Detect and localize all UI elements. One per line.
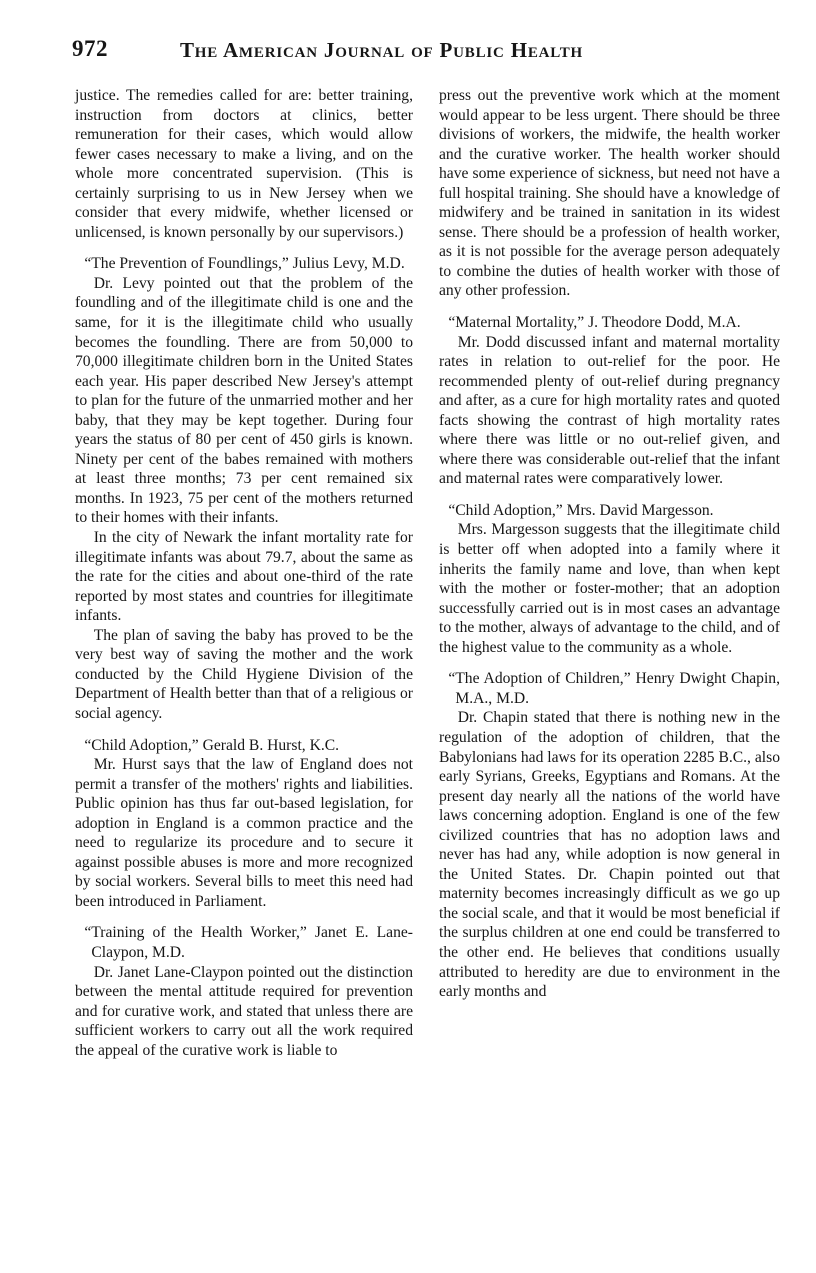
section-heading: “The Prevention of Foundlings,” Julius Levy, M.D. xyxy=(84,255,405,273)
paragraph: Mr. Dodd discussed infant and maternal mortality rates in relation to out-relief for the poor. He recommended plenty of out-relief during pregnancy and after, as a cure for high mortality rates and quoted facts showing the contrast of high mortality rates where there was little or no out-relief given, and where there was considerable out-relief that the infant and maternal rates were comparatively lower. xyxy=(439,333,780,488)
right-column xyxy=(439,86,780,1002)
paragraph: justice. The remedies called for are: better training, instruction from doctors at clinics, better remuneration for their cases, which would allow fewer cases necessary to make a living, and on the whole more concentrated supervision. (This is certainly surprising to us in New Jersey when we consider that every midwife, whether licensed or unlicensed, is known personally by our supervisors.) xyxy=(75,87,413,241)
section-heading: “Child Adoption,” Mrs. David Margesson. xyxy=(448,501,714,519)
paragraph: Dr. Chapin stated that there is nothing new in the regulation of the adoption of children, that the Babylonians had laws for its operation 2285 B.C., also early Syrians, Greeks, Egyptians and Romans. At the present day nearly all the nations of the world have laws concerning adoption. England is one of the few civilized countries that has no adoption laws and never has had any, while adoption is now general in the United States. Dr. Chapin pointed out that maternity becomes increasingly difficult as we go up the social scale, and that it would be most beneficial if the surplus children at one end could be transferred to the other end. He believes that conditions usually attributed to heredity are due to environment in the early months and xyxy=(439,709,780,1001)
paragraph: Dr. Levy pointed out that the problem of the foundling and of the illegitimate child is one and the same, for it is the illegitimate child who usually becomes the foundling. There are from 50,000 to 70,000 illegitimate children born in the United States each year. His paper described New Jersey's attempt to plan for the future of the unmarried mother and her baby, that they may be kept together. During four years the status of 80 per cent of 450 girls is known. Ninety per cent of the babes remained with mothers at least three months; 73 per cent remained six months. In 1923, 75 per cent of the mothers returned to their homes with their infants. xyxy=(75,274,413,527)
section-heading: “Maternal Mortality,” J. Theodore Dodd, M.A. xyxy=(448,314,741,332)
paragraph: Mr. Hurst says that the law of England does not permit a transfer of the mothers' rights and liabilities. Public opinion has thus far out-based legislation, for adoption in England is a common practice and the need to regularize its procedure and to secure it against possible abuses is more and more recognized by social workers. Several bills to meet this need had been introduced in Parliament. xyxy=(75,756,413,910)
section-heading: “Child Adoption,” Gerald B. Hurst, K.C. xyxy=(84,736,340,754)
page-header xyxy=(72,36,790,72)
left-column xyxy=(75,86,413,1060)
paragraph: In the city of Newark the infant mortality rate for illegitimate infants was about 79.7, about the same as the rate for the cities and about one-third of the rate reported by most states and countries for illegitimate infants. xyxy=(75,529,413,625)
page-number: 972 xyxy=(72,36,108,61)
paragraph: press out the preventive work which at the moment would appear to be less urgent. There should be three divisions of workers, the midwife, the health worker and the curative worker. The health worker should have some experience of sickness, but need not have a full hospital training. She should have a knowledge of midwifery and be trained in sanitation in its widest sense. There should be a profession of health worker, as it is not possible for the average person adequately to combine the duties of health worker with those of any other profession. xyxy=(439,87,780,300)
paragraph: Dr. Janet Lane-Claypon pointed out the distinction between the mental attitude required for prevention and for curative work, and stated that unless there are sufficient workers to carry out all the work required the appeal of the curative work is liable to xyxy=(75,963,413,1059)
paragraph: The plan of saving the baby has proved to be the very best way of saving the mother and the work conducted by the Child Hygiene Division of the Department of Health better than that of a religious or social agency. xyxy=(75,626,413,722)
paragraph: Mrs. Margesson suggests that the illegitimate child is better off when adopted into a family where it inherits the family name and love, than when kept with the mother or foster-mother; that an adoption successfully carried out is in most cases an advantage to the mother, always of advantage to the child, and of the highest value to the community as a whole. xyxy=(439,521,780,656)
section-heading: “The Adoption of Children,” Henry Dwight Chapin, M.A., M.D. xyxy=(448,670,780,707)
running-title: The American Journal of Public Health xyxy=(180,38,584,62)
section-heading: “Training of the Health Worker,” Janet E. Lane-Claypon, M.D. xyxy=(84,924,413,961)
